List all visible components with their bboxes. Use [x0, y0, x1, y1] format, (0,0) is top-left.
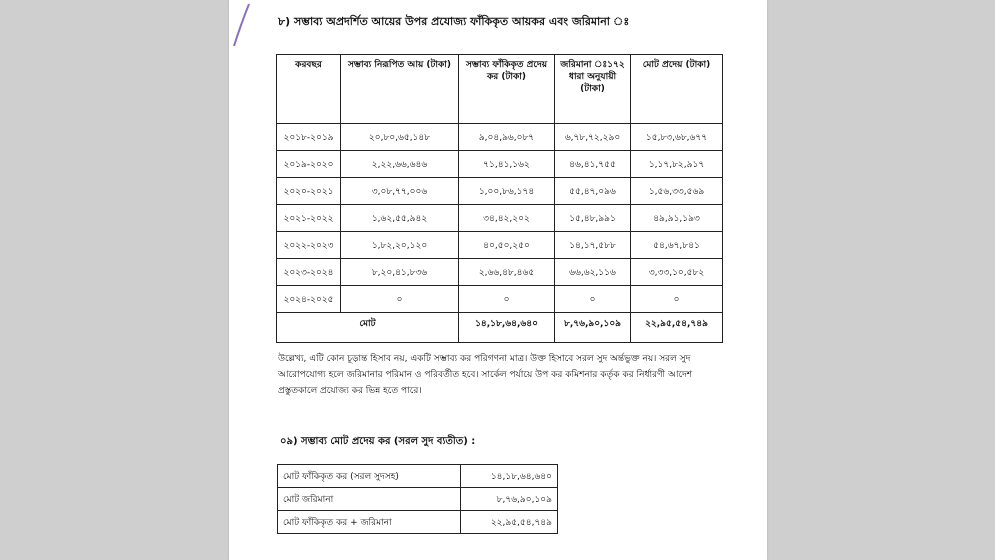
- section-9-heading: ০৯) সম্ভাব্য মোট প্রদেয় কর (সরল সুদ ব্যতীত) :: [280, 436, 476, 447]
- cell-tax: ৩৪,৪২,২০২: [459, 205, 555, 232]
- summary-label: মোট ফাঁকিকৃত কর (সরল সুদসহ): [278, 465, 461, 488]
- cell-year: ২০২২-২০২৩: [277, 232, 341, 259]
- table-row: [277, 205, 723, 232]
- cell-tax: ২,৬৬,৪৮,৪৬৫: [459, 259, 555, 286]
- penalty-table: [276, 54, 723, 343]
- cell-penalty: ১৪,১৭,৫৮৮: [555, 232, 631, 259]
- cell-penalty: ৫৫,৪৭,০৯৬: [555, 178, 631, 205]
- summary-table: [277, 464, 558, 534]
- cell-penalty: ৪৬,৪১,৭৫৫: [555, 151, 631, 178]
- table-row: [277, 259, 723, 286]
- table-row: [277, 151, 723, 178]
- table-row: [277, 232, 723, 259]
- cell-tax: ৯,০৪,৯৬,০৮৭: [459, 124, 555, 151]
- cell-total: ৫৪,৬৭,৮৪১: [631, 232, 723, 259]
- pencil-mark: [231, 2, 251, 48]
- cell-year: ২০২০-২০২১: [277, 178, 341, 205]
- cell-income: ১,৬২,৫৫,৯৪২: [341, 205, 459, 232]
- section-8-heading: ৮) সম্ভাব্য অপ্রদর্শিত আয়ের উপর প্রযোজ্য ফাঁকিকৃত আয়কর এবং জরিমানা ঃ: [278, 15, 630, 28]
- col-header-year: করবছর: [277, 55, 341, 124]
- cell-income: ৮,২০,৪১,৮৩৬: [341, 259, 459, 286]
- disclaimer-note: উল্লেখ্য, এটি কোন চূড়ান্ত হিসাব নয়, একটি সম্ভাব্য কর পরিগণনা মাত্র। উক্ত হিসাবে সরল সুদ অর্ন্তভুক্ত নয়। সরল সুদ আরোপযোগ্য হলে জরিমানার পরিমান ও পরিবর্তীত হবে। সার্কেল পর্যায়ে উপ কর কমিশনার কর্তৃক কর নির্ধারণী আদেশ প্রস্তুতকালে প্রযোজ্য কর ভিন্ন হতে পারে।: [278, 354, 693, 396]
- cell-tax: ৭১,৪১,১৬২: [459, 151, 555, 178]
- cell-total: ১,৫৬,৩৩,৫৬৯: [631, 178, 723, 205]
- cell-year: ২০১৯-২০২০: [277, 151, 341, 178]
- cell-tax: ৪০,৫০,২৫০: [459, 232, 555, 259]
- col-header-total: মোট প্রদেয় (টাকা): [631, 55, 723, 124]
- summary-value: ২২,৯৫,৫৪,৭৪৯: [461, 511, 558, 534]
- cell-penalty: ১৫,৪৮,৯৯১: [555, 205, 631, 232]
- col-header-penalty: জরিমানা ঃ১৭২ ধারা অনুযায়ী (টাকা): [555, 55, 631, 124]
- summary-value: ১৪,১৮,৬৪,৬৪০: [461, 465, 558, 488]
- cell-penalty: ৬,৭৮,৭২,২৯০: [555, 124, 631, 151]
- summary-value: ৮,৭৬,৯০,১০৯: [461, 488, 558, 511]
- total-tax: ১৪,১৮,৬৪,৬৪০: [459, 313, 555, 343]
- summary-label: মোট জরিমানা: [278, 488, 461, 511]
- table-row: [277, 286, 723, 313]
- table-row: [277, 124, 723, 151]
- cell-income: ৩,০৮,৭৭,০০৬: [341, 178, 459, 205]
- total-row: [277, 313, 723, 343]
- cell-total: ১,১৭,৮২,৯১৭: [631, 151, 723, 178]
- table-row: [277, 178, 723, 205]
- cell-income: ২০,৮০,৬৫,১৪৮: [341, 124, 459, 151]
- cell-income: ০: [341, 286, 459, 313]
- cell-year: ২০১৮-২০১৯: [277, 124, 341, 151]
- cell-year: ২০২১-২০২২: [277, 205, 341, 232]
- total-amount: ২২,৯৫,৫৪,৭৪৯: [631, 313, 723, 343]
- summary-row: [278, 511, 558, 534]
- summary-row: [278, 488, 558, 511]
- cell-tax: ১,০০,৮৬,১৭৪: [459, 178, 555, 205]
- cell-year: ২০২৪-২০২৫: [277, 286, 341, 313]
- total-label: মোট: [277, 313, 459, 343]
- col-header-income: সম্ভাব্য নিরূপিত আয় (টাকা): [341, 55, 459, 124]
- cell-total: ১৫,৮৩,৬৮,৬৭৭: [631, 124, 723, 151]
- cell-income: ২,২২,৬৬,৬৪৬: [341, 151, 459, 178]
- total-penalty: ৮,৭৬,৯০,১০৯: [555, 313, 631, 343]
- table-header-row: [277, 55, 723, 124]
- cell-total: ০: [631, 286, 723, 313]
- cell-year: ২০২৩-২০২৪: [277, 259, 341, 286]
- cell-total: ৩,৩৩,১০,৫৮২: [631, 259, 723, 286]
- cell-tax: ০: [459, 286, 555, 313]
- summary-label: মোট ফাঁকিকৃত কর + জরিমানা: [278, 511, 461, 534]
- col-header-tax: সম্ভাব্য ফাঁকিকৃত প্রদেয় কর (টাকা): [459, 55, 555, 124]
- summary-row: [278, 465, 558, 488]
- cell-income: ১,৮২,২০,১২০: [341, 232, 459, 259]
- cell-penalty: ৬৬,৬২,১১৬: [555, 259, 631, 286]
- cell-penalty: ০: [555, 286, 631, 313]
- cell-total: ৪৯,৯১,১৯৩: [631, 205, 723, 232]
